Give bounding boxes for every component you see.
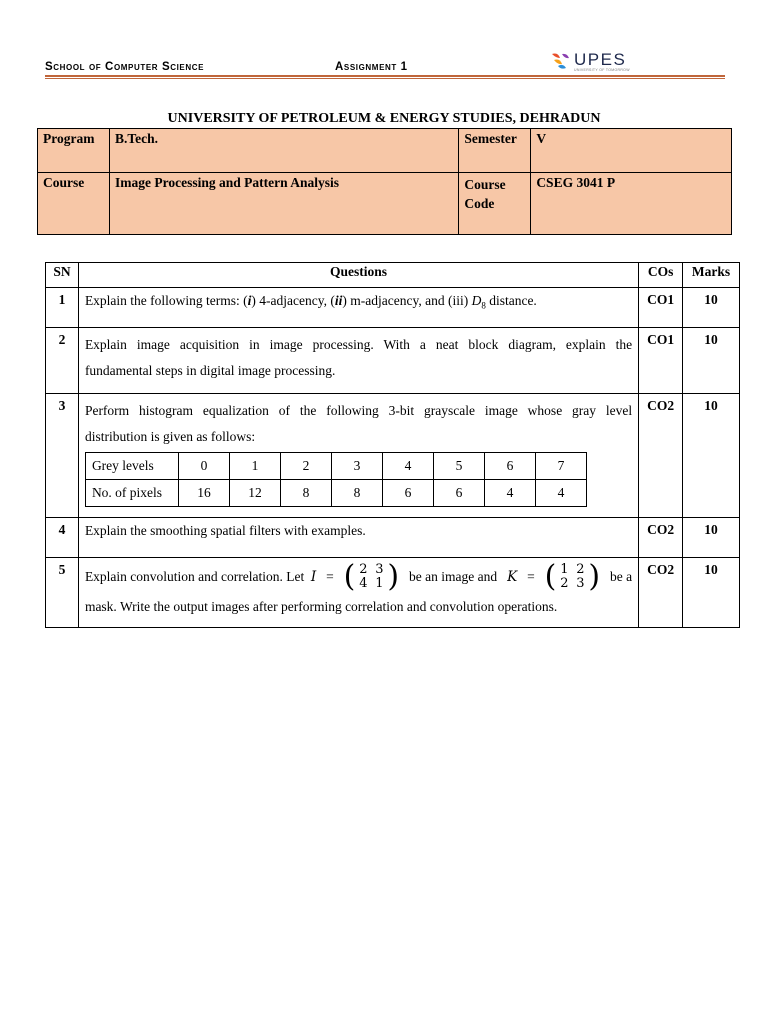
question-co: CO2 (639, 518, 683, 558)
question-row-4 (46, 518, 740, 558)
matrix-i-cell: 4 (359, 576, 368, 591)
question-row-1 (46, 288, 740, 328)
grey-levels-row (85, 453, 586, 480)
header-sn: SN (46, 263, 79, 288)
q1-text-b: ) 4-adjacency, ( (251, 293, 335, 308)
question-marks: 10 (683, 394, 740, 518)
q1-text-a: Explain the following terms: ( (84, 293, 248, 308)
question-co: CO2 (639, 558, 683, 628)
pixel-count-cell: 8 (280, 480, 331, 507)
question-marks: 10 (683, 558, 740, 628)
pixel-count-cell: 12 (229, 480, 280, 507)
question-row-3 (46, 394, 740, 518)
course-code-value: CSEG 3041 P (531, 173, 732, 235)
upes-logo (550, 50, 640, 76)
q5-text-a: Explain convolution and correlation. Let (84, 569, 305, 584)
q1-text-sub: 8 (481, 300, 486, 311)
q5-line-2: mask. Write the output images after performing correlation and convolution operations. (84, 599, 558, 614)
matrix-k-cell: 2 (560, 576, 569, 591)
question-sn: 4 (46, 518, 79, 558)
left-paren-icon: ( (544, 559, 557, 594)
upes-logo-icon (550, 50, 572, 72)
matrix-i-cell: 1 (375, 576, 384, 591)
right-paren-icon: ) (588, 559, 601, 594)
question-text (78, 558, 638, 628)
matrix-k-cell: 1 (560, 562, 569, 577)
program-value: B.Tech. (109, 129, 458, 173)
matrix-i-cell: 3 (375, 562, 384, 577)
pixel-count-cell: 4 (484, 480, 535, 507)
grey-level-cell: 0 (178, 453, 229, 480)
question-marks: 10 (683, 288, 740, 328)
right-paren-icon: ) (387, 559, 400, 594)
question-text (78, 328, 638, 394)
matrix-i-cell: 2 (359, 562, 368, 577)
pixel-count-cell: 6 (433, 480, 484, 507)
grey-level-cell: 5 (433, 453, 484, 480)
header-marks: Marks (683, 263, 740, 288)
grey-level-cell: 2 (280, 453, 331, 480)
grey-level-cell: 4 (382, 453, 433, 480)
q2-line-1: Explain image acquisition in image processing. With a neat block diagram, explain the (84, 337, 633, 352)
question-row-2 (46, 328, 740, 394)
q5-text-c: be a (606, 569, 633, 584)
histogram-table (85, 452, 587, 507)
program-row (38, 129, 732, 173)
course-info-table (37, 128, 732, 235)
pixel-count-cell: 8 (331, 480, 382, 507)
pixel-count-cell: 6 (382, 480, 433, 507)
program-label: Program (38, 129, 110, 173)
question-text: Explain the smoothing spatial filters with examples. (78, 518, 638, 558)
question-co: CO2 (639, 394, 683, 518)
left-paren-icon: ( (343, 559, 356, 594)
grey-level-cell: 6 (484, 453, 535, 480)
q5-text-b: be an image and (405, 569, 501, 584)
course-code-label: Course Code (459, 173, 531, 235)
grey-level-cell: 7 (535, 453, 586, 480)
upes-logo-subtext: UNIVERSITY OF TOMORROW (574, 68, 630, 72)
school-name: School of Computer Science (45, 61, 205, 73)
assignment-title: Assignment 1 (335, 61, 408, 73)
upes-logo-text: UPES (574, 50, 627, 69)
header-rule-thin (45, 78, 725, 79)
question-co: CO1 (639, 328, 683, 394)
q1-text-d: D (471, 293, 482, 308)
question-co: CO1 (639, 288, 683, 328)
questions-table (45, 262, 740, 628)
semester-value: V (531, 129, 732, 173)
matrix-k (544, 559, 601, 594)
table-header-row (46, 263, 740, 288)
question-text (78, 288, 638, 328)
q5-line-1 (85, 560, 632, 594)
pixels-label: No. of pixels (85, 480, 178, 507)
question-sn: 5 (46, 558, 79, 628)
q1-text-ii: ii (334, 293, 343, 308)
q1-text-e: distance. (485, 293, 537, 308)
question-marks: 10 (683, 328, 740, 394)
q3-line-2: distribution is given as follows: (84, 429, 256, 444)
course-label: Course (38, 173, 110, 235)
header-questions: Questions (78, 263, 638, 288)
question-row-5 (46, 558, 740, 628)
course-value: Image Processing and Pattern Analysis (109, 173, 458, 235)
grey-level-cell: 1 (229, 453, 280, 480)
question-sn: 3 (46, 394, 79, 518)
university-title: UNIVERSITY OF PETROLEUM & ENERGY STUDIES, DEHRADUN (167, 111, 601, 126)
matrix-i (343, 559, 400, 594)
q5-var-i: I (310, 569, 317, 585)
header-cos: COs (639, 263, 683, 288)
grey-level-cell: 3 (331, 453, 382, 480)
header-rule (45, 75, 725, 77)
q5-var-k: K (507, 569, 518, 585)
q2-line-2: fundamental steps in digital image processing. (84, 363, 336, 378)
q1-text-c: ) m-adjacency, and (iii) (342, 293, 472, 308)
q5-equals-1: = (322, 569, 338, 584)
question-marks: 10 (683, 518, 740, 558)
pixel-count-row (85, 480, 586, 507)
q3-line-1: Perform histogram equalization of the following 3-bit grayscale image whose gray level (84, 403, 633, 418)
q1-text-i: i (247, 293, 252, 308)
pixel-count-cell: 16 (178, 480, 229, 507)
grey-levels-label: Grey levels (85, 453, 178, 480)
question-text (78, 394, 638, 518)
q5-equals-2: = (523, 569, 539, 584)
question-sn: 2 (46, 328, 79, 394)
course-row (38, 173, 732, 235)
matrix-k-cell: 3 (576, 576, 585, 591)
semester-label: Semester (459, 129, 531, 173)
matrix-k-cell: 2 (576, 562, 585, 577)
question-sn: 1 (46, 288, 79, 328)
pixel-count-cell: 4 (535, 480, 586, 507)
page-header (45, 50, 725, 79)
